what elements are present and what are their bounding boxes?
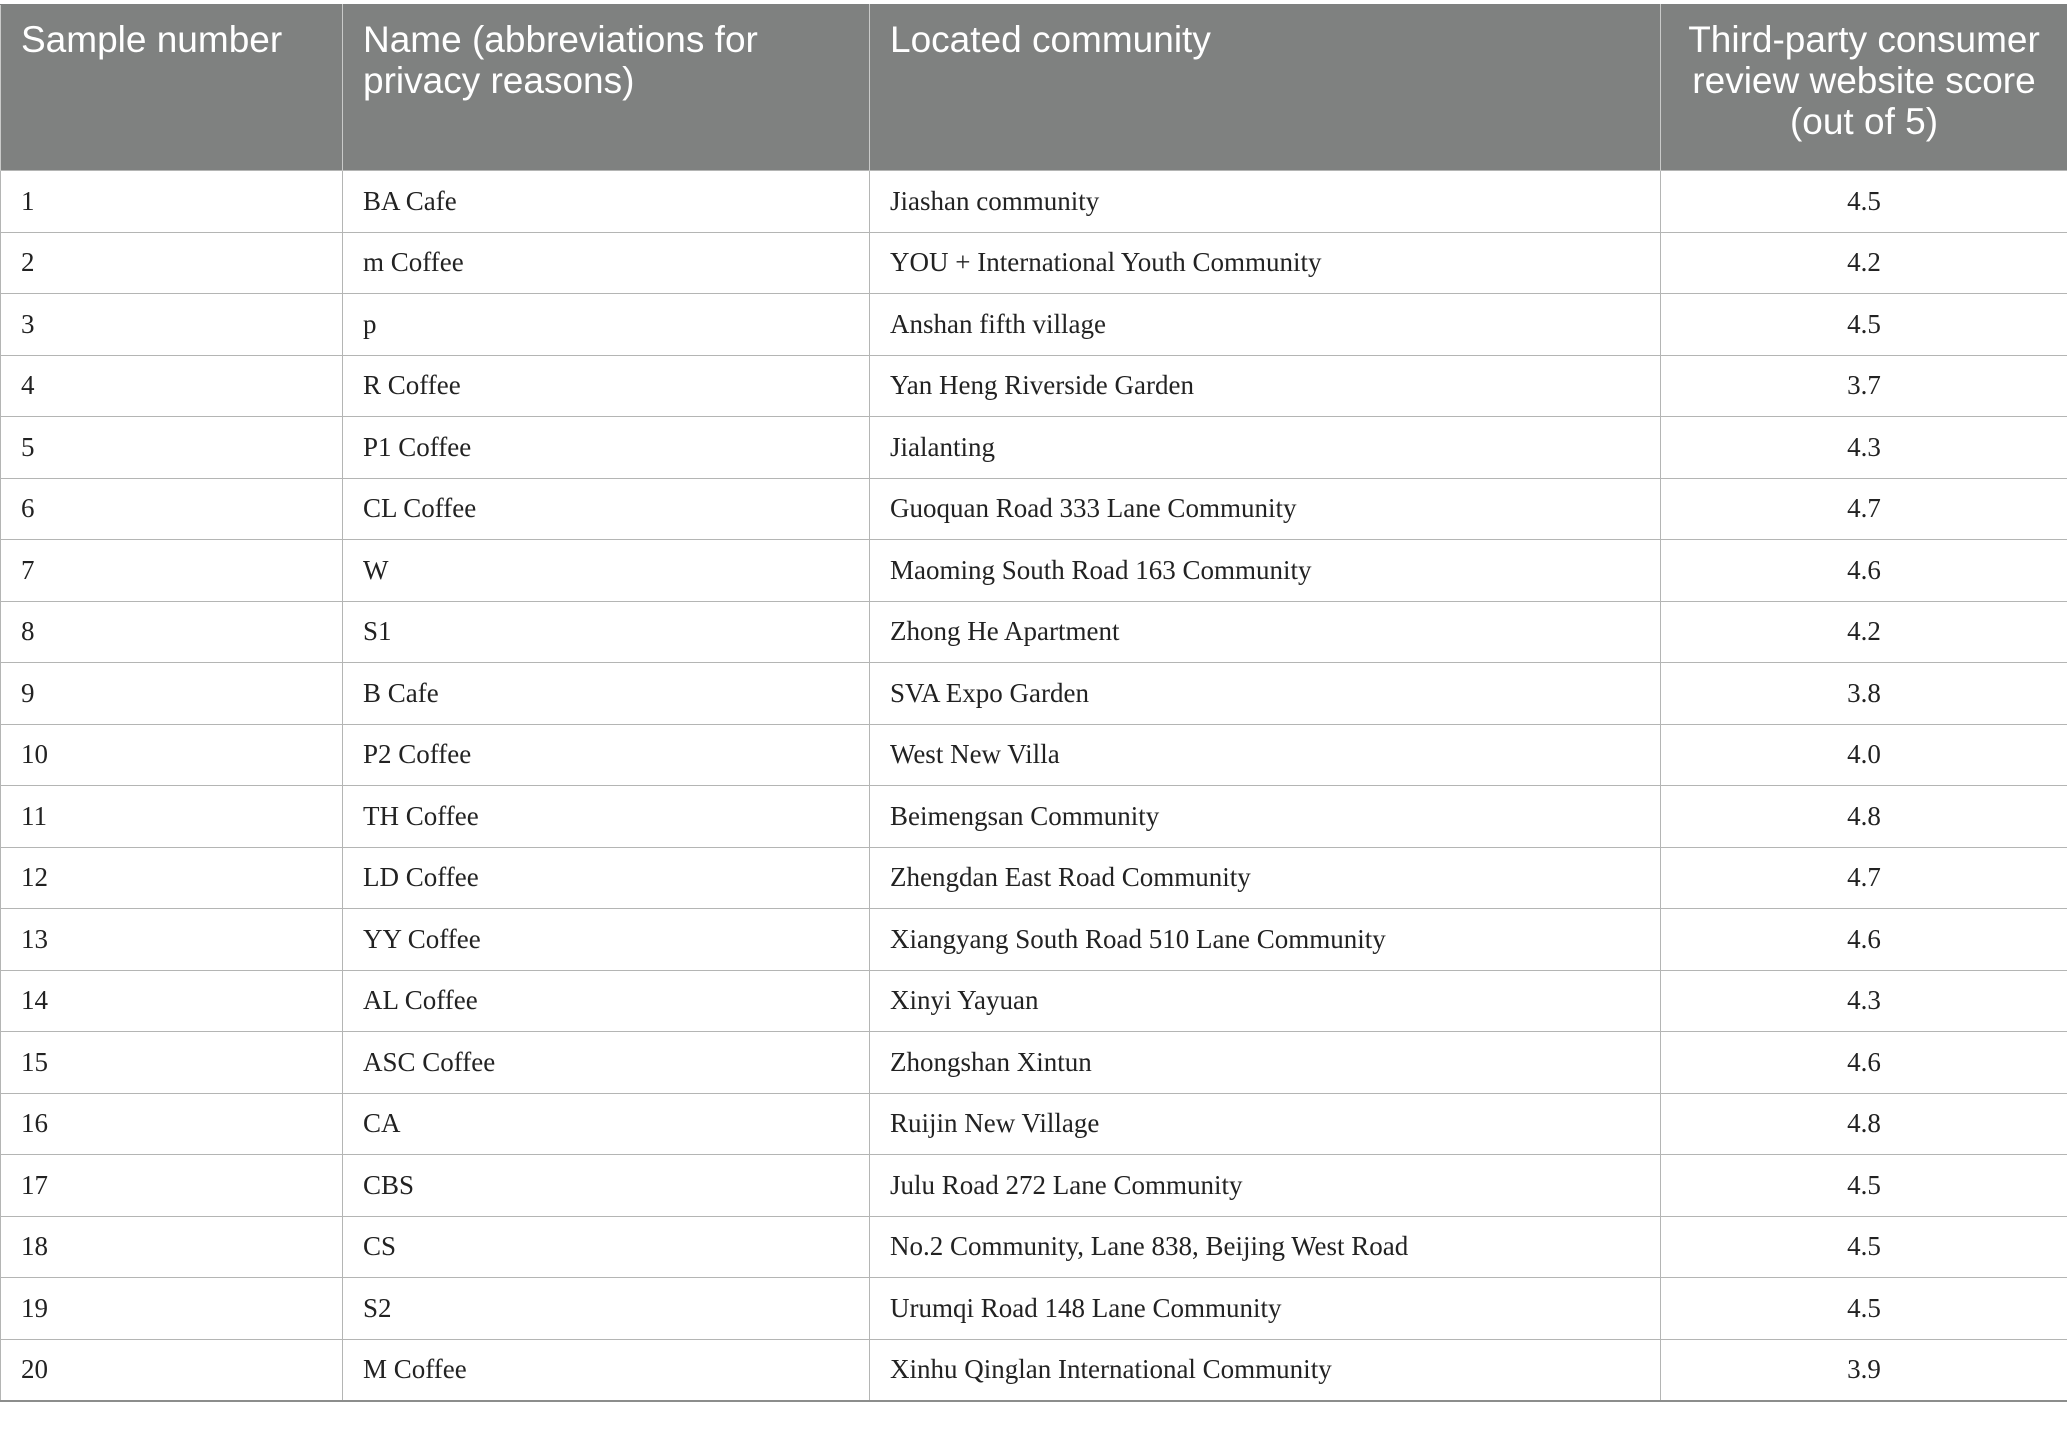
table-row — [1, 786, 2067, 848]
cell-sample-number: 14 — [1, 970, 343, 1032]
cell-name: CBS — [343, 1155, 870, 1217]
cell-score: 4.8 — [1661, 786, 2067, 848]
table-body — [1, 171, 2067, 1401]
cell-name: S2 — [343, 1278, 870, 1340]
table-row — [1, 1278, 2067, 1340]
cell-community: Guoquan Road 333 Lane Community — [870, 478, 1661, 540]
cell-score: 4.6 — [1661, 1032, 2067, 1094]
table-row — [1, 540, 2067, 602]
cell-name: CL Coffee — [343, 478, 870, 540]
cell-name: B Cafe — [343, 663, 870, 725]
cell-score: 4.6 — [1661, 540, 2067, 602]
cell-name: p — [343, 294, 870, 356]
cell-community: Urumqi Road 148 Lane Community — [870, 1278, 1661, 1340]
cell-name: CS — [343, 1216, 870, 1278]
cell-sample-number: 16 — [1, 1093, 343, 1155]
header-sample-number: Sample number — [1, 5, 343, 171]
cell-score: 4.8 — [1661, 1093, 2067, 1155]
cell-community: Maoming South Road 163 Community — [870, 540, 1661, 602]
cell-community: Xinhu Qinglan International Community — [870, 1339, 1661, 1401]
cell-score: 4.7 — [1661, 847, 2067, 909]
cell-sample-number: 10 — [1, 724, 343, 786]
cell-name: P2 Coffee — [343, 724, 870, 786]
cell-name: BA Cafe — [343, 171, 870, 233]
cell-sample-number: 2 — [1, 232, 343, 294]
cell-community: Anshan fifth village — [870, 294, 1661, 356]
cell-score: 4.5 — [1661, 1216, 2067, 1278]
cell-score: 4.3 — [1661, 970, 2067, 1032]
cell-sample-number: 20 — [1, 1339, 343, 1401]
cell-name: YY Coffee — [343, 909, 870, 971]
cell-community: Zhong He Apartment — [870, 601, 1661, 663]
cell-community: Julu Road 272 Lane Community — [870, 1155, 1661, 1217]
cell-score: 3.9 — [1661, 1339, 2067, 1401]
table-row — [1, 1032, 2067, 1094]
table-row — [1, 171, 2067, 233]
table-row — [1, 1093, 2067, 1155]
cell-name: M Coffee — [343, 1339, 870, 1401]
cell-community: Zhongshan Xintun — [870, 1032, 1661, 1094]
cell-name: AL Coffee — [343, 970, 870, 1032]
coffee-shop-table — [0, 4, 2067, 1402]
cell-score: 3.8 — [1661, 663, 2067, 725]
cell-name: TH Coffee — [343, 786, 870, 848]
table-row — [1, 232, 2067, 294]
cell-sample-number: 13 — [1, 909, 343, 971]
table-row — [1, 847, 2067, 909]
cell-sample-number: 7 — [1, 540, 343, 602]
header-review-score: Third-party consumer review website score (out of 5) — [1661, 5, 2067, 171]
cell-community: Yan Heng Riverside Garden — [870, 355, 1661, 417]
header-name: Name (abbreviations for privacy reasons) — [343, 5, 870, 171]
cell-name: R Coffee — [343, 355, 870, 417]
table-row — [1, 1155, 2067, 1217]
cell-community: Beimengsan Community — [870, 786, 1661, 848]
cell-community: Zhengdan East Road Community — [870, 847, 1661, 909]
cell-score: 4.5 — [1661, 294, 2067, 356]
cell-score: 4.2 — [1661, 601, 2067, 663]
cell-sample-number: 1 — [1, 171, 343, 233]
table-row — [1, 1216, 2067, 1278]
cell-name: m Coffee — [343, 232, 870, 294]
cell-sample-number: 19 — [1, 1278, 343, 1340]
cell-name: W — [343, 540, 870, 602]
cell-score: 3.7 — [1661, 355, 2067, 417]
table-header — [1, 5, 2067, 171]
header-located-community: Located community — [870, 5, 1661, 171]
cell-community: No.2 Community, Lane 838, Beijing West Road — [870, 1216, 1661, 1278]
cell-sample-number: 9 — [1, 663, 343, 725]
cell-score: 4.7 — [1661, 478, 2067, 540]
table-row — [1, 970, 2067, 1032]
cell-sample-number: 3 — [1, 294, 343, 356]
table-row — [1, 909, 2067, 971]
table-row — [1, 355, 2067, 417]
table-row — [1, 417, 2067, 479]
cell-score: 4.0 — [1661, 724, 2067, 786]
cell-name: S1 — [343, 601, 870, 663]
cell-sample-number: 4 — [1, 355, 343, 417]
table-row — [1, 663, 2067, 725]
cell-sample-number: 8 — [1, 601, 343, 663]
cell-name: LD Coffee — [343, 847, 870, 909]
cell-name: ASC Coffee — [343, 1032, 870, 1094]
cell-sample-number: 17 — [1, 1155, 343, 1217]
cell-name: P1 Coffee — [343, 417, 870, 479]
cell-community: Xinyi Yayuan — [870, 970, 1661, 1032]
cell-score: 4.3 — [1661, 417, 2067, 479]
cell-score: 4.2 — [1661, 232, 2067, 294]
cell-score: 4.5 — [1661, 1278, 2067, 1340]
cell-sample-number: 12 — [1, 847, 343, 909]
cell-community: Ruijin New Village — [870, 1093, 1661, 1155]
coffee-shop-table-container — [0, 4, 2067, 1402]
header-row — [1, 5, 2067, 171]
cell-sample-number: 5 — [1, 417, 343, 479]
cell-community: West New Villa — [870, 724, 1661, 786]
cell-community: Xiangyang South Road 510 Lane Community — [870, 909, 1661, 971]
table-row — [1, 1339, 2067, 1401]
cell-community: SVA Expo Garden — [870, 663, 1661, 725]
cell-score: 4.5 — [1661, 1155, 2067, 1217]
cell-sample-number: 11 — [1, 786, 343, 848]
cell-sample-number: 18 — [1, 1216, 343, 1278]
cell-score: 4.5 — [1661, 171, 2067, 233]
table-row — [1, 294, 2067, 356]
cell-score: 4.6 — [1661, 909, 2067, 971]
cell-community: Jiashan community — [870, 171, 1661, 233]
cell-community: YOU + International Youth Community — [870, 232, 1661, 294]
table-row — [1, 724, 2067, 786]
cell-sample-number: 6 — [1, 478, 343, 540]
cell-community: Jialanting — [870, 417, 1661, 479]
table-row — [1, 478, 2067, 540]
cell-name: CA — [343, 1093, 870, 1155]
table-row — [1, 601, 2067, 663]
cell-sample-number: 15 — [1, 1032, 343, 1094]
